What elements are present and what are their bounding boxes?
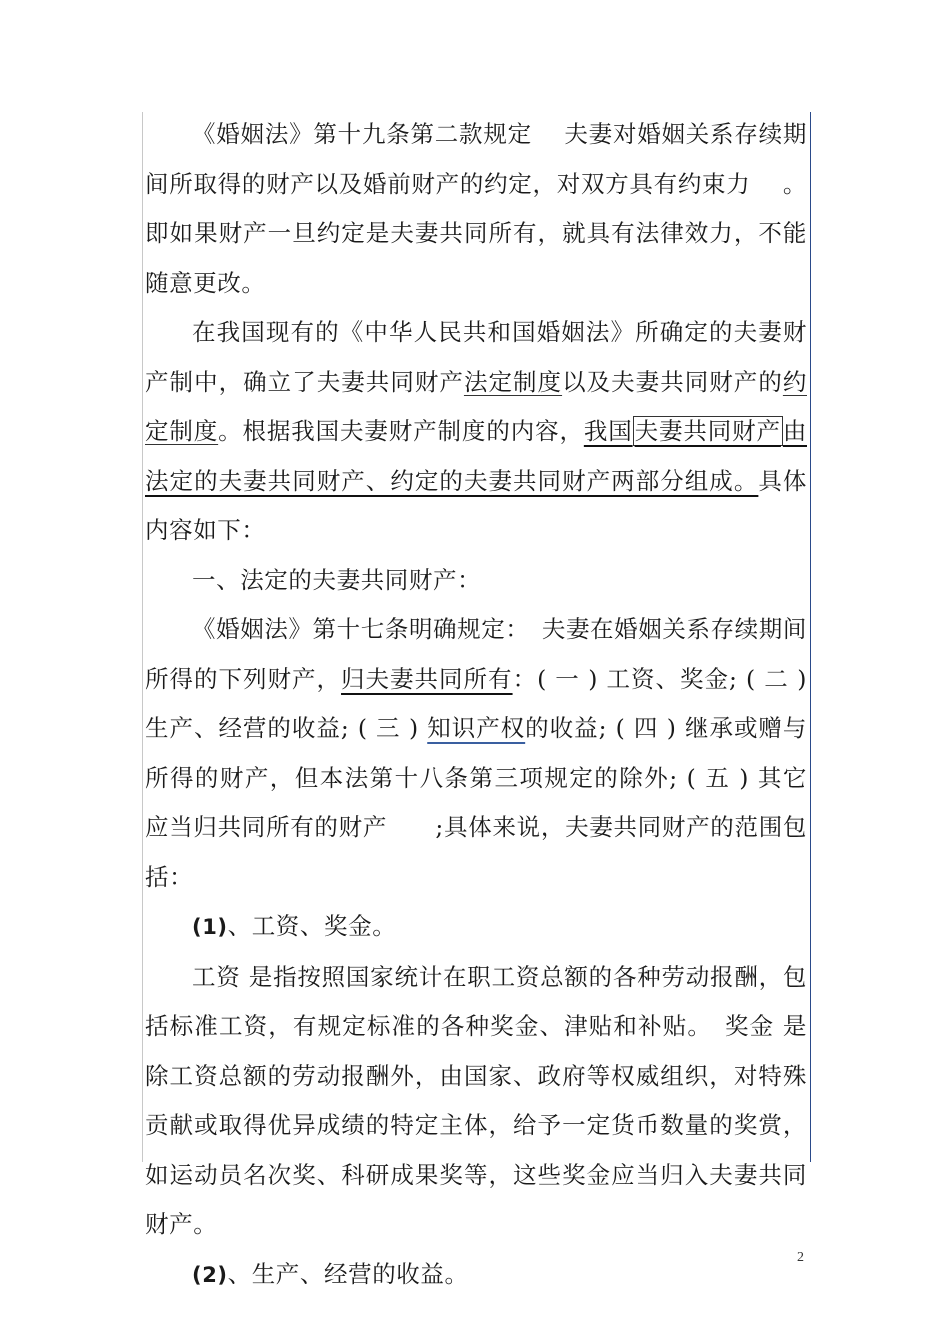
paragraph-marriage-law-art17 — [145, 605, 807, 902]
legal-system-term: 法定制度 — [463, 367, 563, 396]
page-frame-right — [810, 112, 811, 1162]
text-segment: 在我国现有的《中华人民共和国婚姻法》所确定的夫妻财产制中，确立了夫妻共同财产 — [145, 318, 807, 396]
paragraph-wages-bonus: 工资 是指按照国家统计在职工资总额的各种劳动报酬，包括标准工资，有规定标准的各种奖金、津贴和补贴。 奖金 是除工资总额的劳动报酬外，由国家、政府等权威组织，对特殊贡献或取得优异成绩的特定主体，给予一定货币数量的奖赏，如运动员名次奖、科研成果奖等，这些奖金应当归入夫妻共同财产。 — [145, 962, 807, 1238]
intellectual-property-term: 知识产权 — [427, 714, 526, 742]
text-segment: 的收益; ( 四 ) 继承或赠与所得的财产，但本法第十八条第三项规定的除外; ( 五 ) 其它应当归共同所有的财产 ;具体来说，夫妻共同财产的范围包括： — [145, 714, 808, 891]
page-frame-left — [142, 112, 143, 1162]
joint-ownership-term: 归夫妻共同所有 — [341, 664, 513, 693]
item-number: (1) — [192, 915, 228, 939]
paragraph-marriage-law-art19: 《婚姻法》第十九条第二款规定 夫妻对婚姻关系存续期间所取得的财产以及婚前财产的约定，对双方具有约束力 。即如果财产一旦约定是夫妻共同所有，就具有法律效力，不能随意更改。 — [145, 120, 807, 297]
text-segment: ：( 一 ) 工资、奖金; ( 二 ) 生产、经营的收益; ( 三 ) — [145, 664, 808, 742]
item-title: 、工资、奖金。 — [227, 912, 397, 940]
item-1-heading — [145, 902, 807, 953]
section-heading-statutory: 一、法定的夫妻共同财产： — [192, 565, 482, 594]
text-segment: 《婚姻法》第十七条明确规定： 夫妻在婚姻关系存续期间所得的下列财产， — [145, 615, 807, 693]
text-segment: 我国 — [583, 417, 633, 445]
text-segment: 以及夫妻共同财产的 — [562, 367, 783, 396]
item-title: 、生产、经营的收益。 — [227, 1259, 469, 1288]
text-segment: 。根据我国夫妻财产制度的内容， — [218, 417, 584, 445]
page-number: 2 — [797, 1250, 804, 1265]
text-segment: 由法定的夫妻共同财产、约定的夫妻共同财产两部分组成。 — [145, 417, 807, 495]
agreed-system-term: 约定制度 — [145, 367, 807, 445]
text-segment: 具体内容如下： — [145, 466, 808, 544]
document-body — [145, 110, 807, 1300]
item-number: (2) — [192, 1262, 228, 1287]
paragraph-property-system — [145, 308, 807, 556]
item-2-heading — [145, 1250, 807, 1301]
joint-property-term-box: 夫妻共同财产 — [634, 417, 781, 445]
